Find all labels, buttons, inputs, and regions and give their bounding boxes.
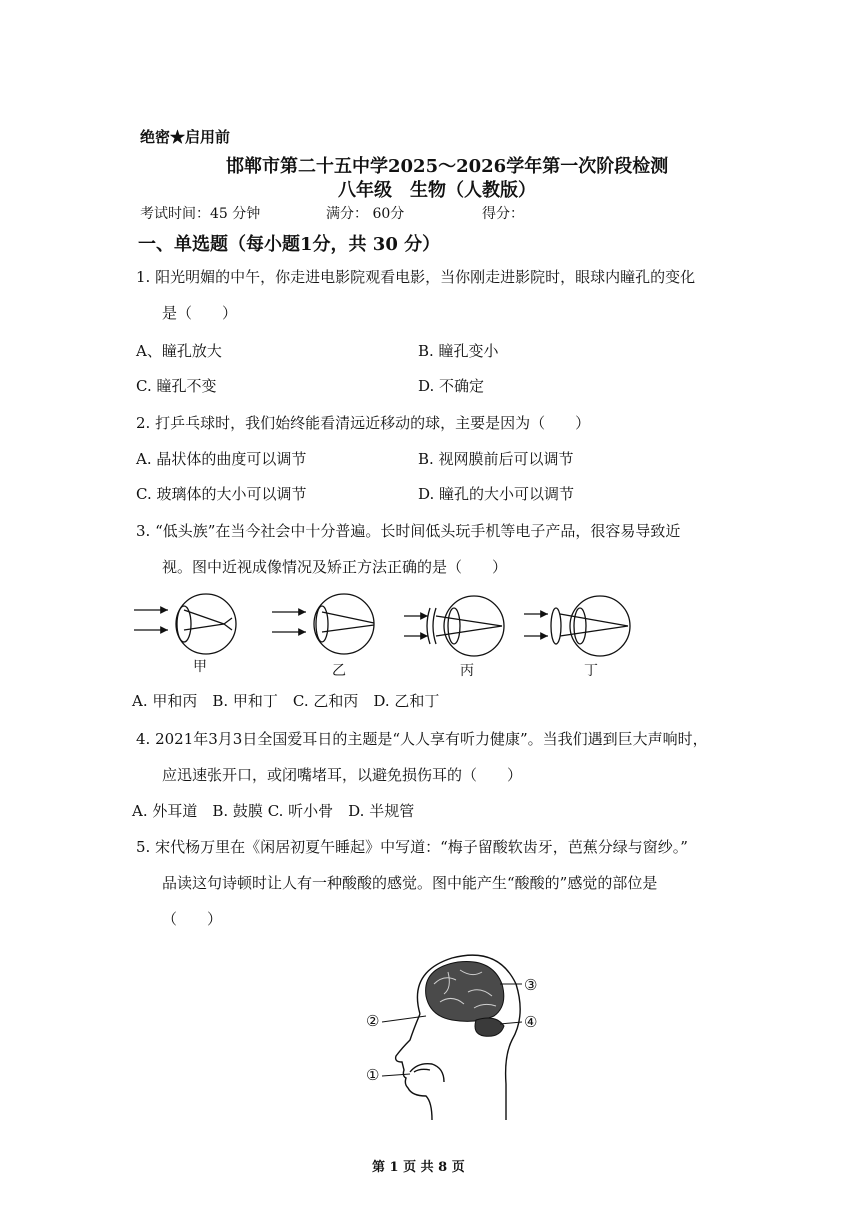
- exam-subtitle: 八年级 生物（人教版）: [338, 180, 536, 201]
- exam-time: 考试时间：45 分钟: [140, 206, 261, 222]
- eye-label-yi: 乙: [332, 663, 346, 679]
- score-field: 得分：: [482, 206, 524, 222]
- eye-diagram-ding: [524, 596, 630, 656]
- q1-option-c: C. 瞳孔不变: [136, 377, 217, 395]
- question-2-stem: 2. 打乒乓球时，我们始终能看清远近移动的球，主要是因为（ ）: [136, 414, 591, 432]
- q1-option-a: A、瞳孔放大: [136, 342, 222, 360]
- question-3-stem: 3. “低头族”在当今社会中十分普遍。长时间低头玩手机等电子产品，很容易导致近: [136, 522, 681, 540]
- q2-option-b: B. 视网膜前后可以调节: [418, 450, 574, 468]
- face-profile: [396, 1014, 432, 1120]
- eye-diagram-jia: [134, 594, 236, 654]
- secret-mark: 绝密★启用前: [140, 128, 231, 146]
- eye-label-jia: 甲: [193, 659, 207, 675]
- page-footer: 第 1 页 共 8 页: [372, 1160, 465, 1175]
- head-label-4: ④: [524, 1013, 538, 1031]
- eye-label-ding: 丁: [584, 663, 598, 679]
- q2-option-d: D. 瞳孔的大小可以调节: [418, 485, 575, 503]
- question-4-stem: 4. 2021年3月3日全国爱耳日的主题是“人人享有听力健康”。当我们遇到巨大声响时，: [136, 730, 708, 748]
- brain-cerebellum: [475, 1018, 504, 1036]
- q1-option-b: B. 瞳孔变小: [418, 342, 499, 360]
- section-title: 一、单选题（每小题1分，共 30 分）: [138, 234, 441, 255]
- question-5-stem-cont2: （ ）: [162, 910, 223, 928]
- q2-option-a: A. 晶状体的曲度可以调节: [136, 450, 307, 468]
- eye-label-bing: 丙: [460, 663, 474, 679]
- question-4-stem-cont: 应迅速张开口，或闭嘴堵耳，以避免损伤耳的（ ）: [162, 766, 523, 784]
- question-3-stem-cont: 视。图中近视成像情况及矫正方法正确的是（ ）: [162, 558, 508, 576]
- q4-options: A. 外耳道 B. 鼓膜 C. 听小骨 D. 半规管: [132, 802, 415, 820]
- q3-options: A. 甲和丙 B. 甲和丁 C. 乙和丙 D. 乙和丁: [132, 692, 440, 710]
- head-label-2: ②: [366, 1012, 380, 1030]
- question-1-stem-cont: 是（ ）: [162, 304, 238, 322]
- question-5-stem-cont: 品读这句诗顿时让人有一种酸酸的感觉。图中能产生“酸酸的”感觉的部位是: [162, 874, 658, 892]
- eye-diagram-bing: [404, 596, 504, 656]
- brain-cerebrum: [426, 961, 504, 1021]
- head-label-1: ①: [366, 1066, 380, 1084]
- question-5-stem: 5. 宋代杨万里在《闲居初夏午睡起》中写道：“梅子留酸软齿牙，芭蕉分绿与窗纱。”: [136, 838, 688, 856]
- eye-diagram-yi: [272, 594, 374, 654]
- question-1-stem: 1. 阳光明媚的中午，你走进电影院观看电影，当你刚走进影院时，眼球内瞳孔的变化: [136, 268, 696, 286]
- head-label-3: ③: [524, 976, 538, 994]
- q2-option-c: C. 玻璃体的大小可以调节: [136, 485, 307, 503]
- q1-option-d: D. 不确定: [418, 377, 485, 395]
- head-brain-figure: [360, 944, 560, 1120]
- mouth-cavity: [410, 1064, 444, 1082]
- full-score: 满分： 60分: [326, 206, 405, 222]
- school-title: 邯郸市第二十五中学2025～2026学年第一次阶段检测: [226, 156, 669, 177]
